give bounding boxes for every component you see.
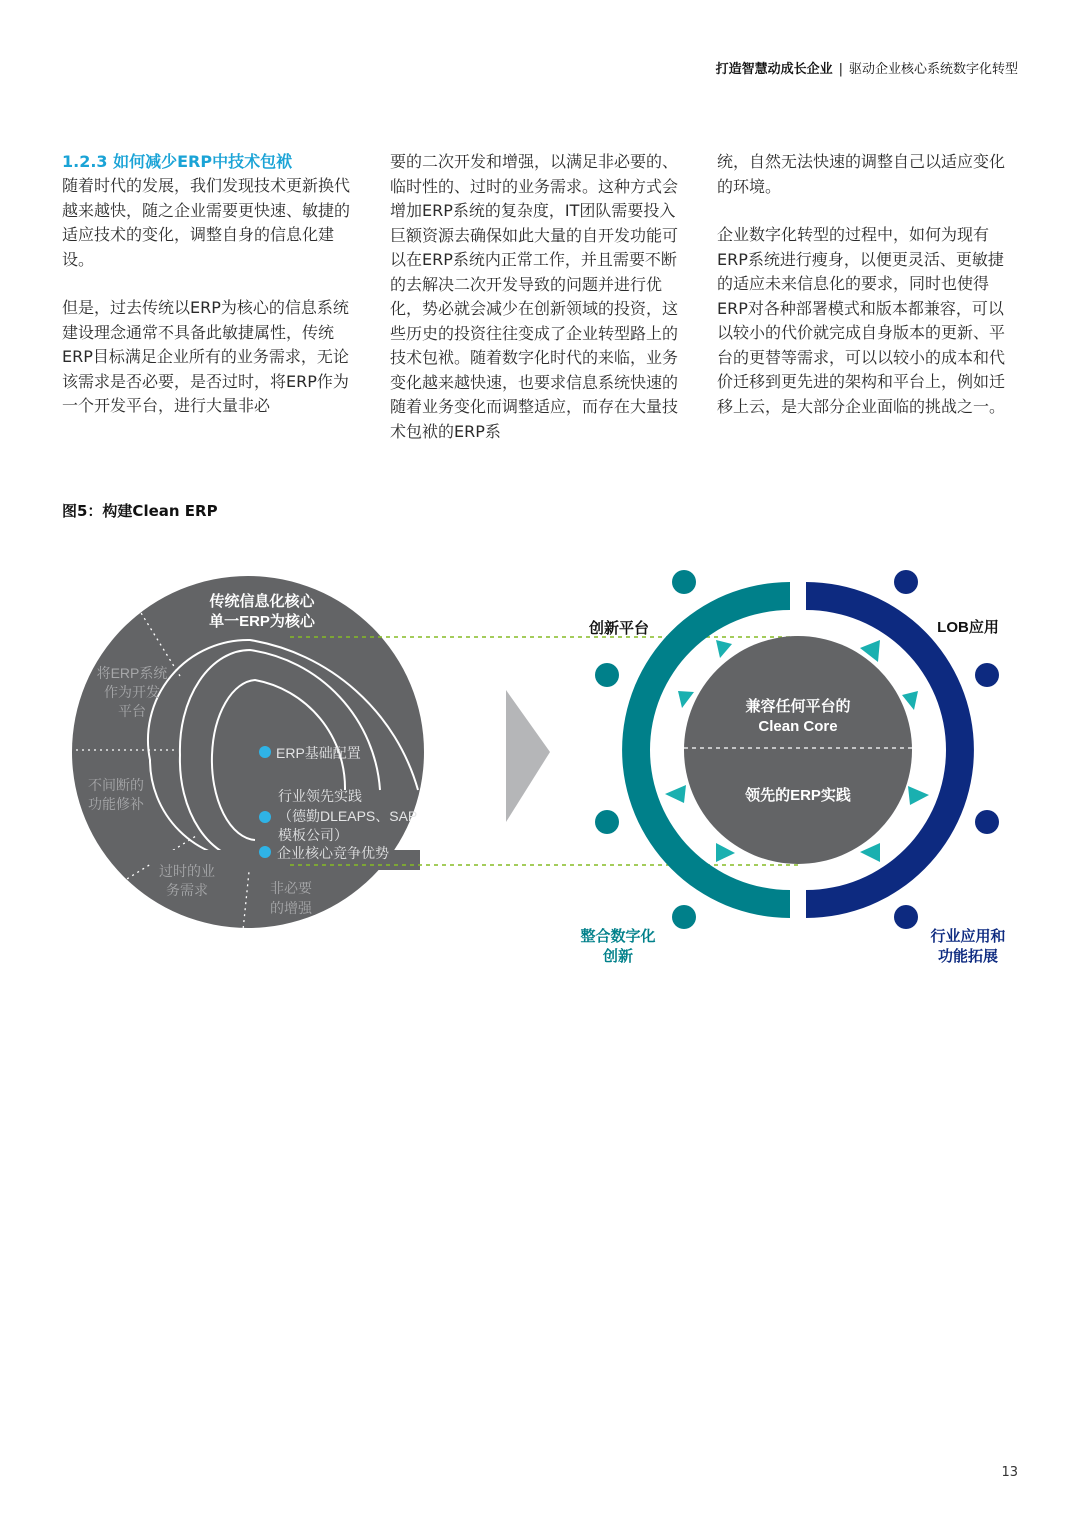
label-industry-apps-line1: 行业应用和 [930, 928, 1006, 945]
node-dot-icon [894, 570, 918, 594]
core-item-industry-line3: 模板公司） [278, 827, 348, 843]
core-item-erp-config: ERP基础配置 [276, 745, 361, 761]
segment-label: 的增强 [270, 900, 312, 916]
core-title-line1: 传统信息化核心 [209, 593, 315, 610]
node-dot-icon [672, 905, 696, 929]
segment-label: 将ERP系统 [96, 665, 168, 681]
header-title: 打造智慧动成长企业 [715, 62, 833, 77]
arrow-triangle-icon [908, 786, 929, 805]
label-digital-innovation-line2: 创新 [602, 948, 634, 965]
arrow-triangle-icon [678, 691, 694, 708]
figure-title: 图5：构建Clean ERP [62, 502, 218, 520]
node-dot-icon [894, 905, 918, 929]
segment-label: 平台 [118, 703, 146, 719]
node-dot-icon [595, 663, 619, 687]
core-title-line2: 单一ERP为核心 [209, 613, 315, 630]
paragraph: 要的二次开发和增强，以满足非必要的、临时性的、过时的业务需求。这种方式会增加ERP系统的复杂度，IT团队需要投入巨额资源去确保如此大量的自开发功能可以在ERP系统内正常工作，并且需要不断的去解决二次开发导致的问题并进行优化，势必就会减少在创新领域的投资，这些历史的投资往往变成了企业转型路上的技术包袱。随着数字化时代的来临，业务变化越来越快速，也要求信息系统快速的随着业务变化而调整适应，而存在大量技术包袱的ERP系 [390, 152, 679, 441]
paragraph: 统，自然无法快速的调整自己以适应变化的环境。 [717, 152, 1006, 196]
node-dot-icon [975, 663, 999, 687]
arrow-triangle-icon [716, 843, 735, 862]
bullet-icon [259, 746, 271, 758]
core-item-industry-line1: 行业领先实践 [278, 788, 362, 804]
paragraph: 但是，过去传统以ERP为核心的信息系统建设理念通常不具备此敏捷属性，传统ERP目标满足企业所有的业务需求，无论该需求是否必要，是否过时，将ERP作为一个开发平台，进行大量非必 [62, 298, 349, 415]
page-number: 13 [1001, 1465, 1018, 1480]
transition-arrow [506, 690, 550, 822]
arrow-triangle-icon [860, 843, 880, 862]
header-separator: | [838, 62, 843, 77]
segment-label: 不间断的 [88, 777, 144, 793]
arrow-triangle-icon [665, 785, 686, 803]
clean-core-practice: 领先的ERP实践 [745, 787, 851, 804]
node-dot-icon [975, 810, 999, 834]
label-digital-innovation-line1: 整合数字化 [580, 928, 656, 945]
clean-core-line1: 兼容任何平台的 [745, 698, 851, 715]
bullet-icon [259, 811, 271, 823]
segment-label: 非必要 [270, 880, 312, 896]
segment-label: 务需求 [166, 882, 208, 898]
segment-label: 功能修补 [88, 796, 144, 812]
node-dot-icon [672, 570, 696, 594]
section-heading: 1.2.3 如何减少ERP中技术包袱 [62, 152, 293, 171]
arrow-triangle-icon [902, 691, 918, 710]
core-item-competitive: 企业核心竞争优势 [277, 845, 389, 861]
paragraph: 企业数字化转型的过程中，如何为现有ERP系统进行瘦身，以便更灵活、更敏捷的适应未来信息化的要求，同时也使得ERP对各种部署模式和版本都兼容，可以以较小的代价就完成自身版本的更新、平台的更替等需求，可以以较小的成本和代价迁移到更先进的架构和平台上，例如迁移上云，是大部分企业面临的挑战之一。 [717, 225, 1006, 416]
arrow-triangle-icon [716, 640, 732, 658]
bullet-icon [259, 846, 271, 858]
clean-core-circle [684, 636, 912, 864]
clean-core-line2: Clean Core [758, 718, 838, 735]
label-industry-apps-line2: 功能拓展 [937, 948, 999, 965]
label-lob-apps: LOB应用 [937, 619, 999, 636]
label-innovation-platform: 创新平台 [588, 620, 650, 637]
segment-label: 过时的业 [159, 863, 215, 879]
node-dot-icon [595, 810, 619, 834]
core-item-industry-line2: （德勤DLEAPS、SAP [278, 808, 418, 824]
header-subtitle: 驱动企业核心系统数字化转型 [848, 62, 1018, 77]
paragraph: 随着时代的发展，我们发现技术更新换代越来越快，随之企业需要更快速、敏捷的适应技术的变化，调整自身的信息化建设。 [62, 176, 351, 269]
segment-label: 作为开发 [104, 684, 160, 700]
